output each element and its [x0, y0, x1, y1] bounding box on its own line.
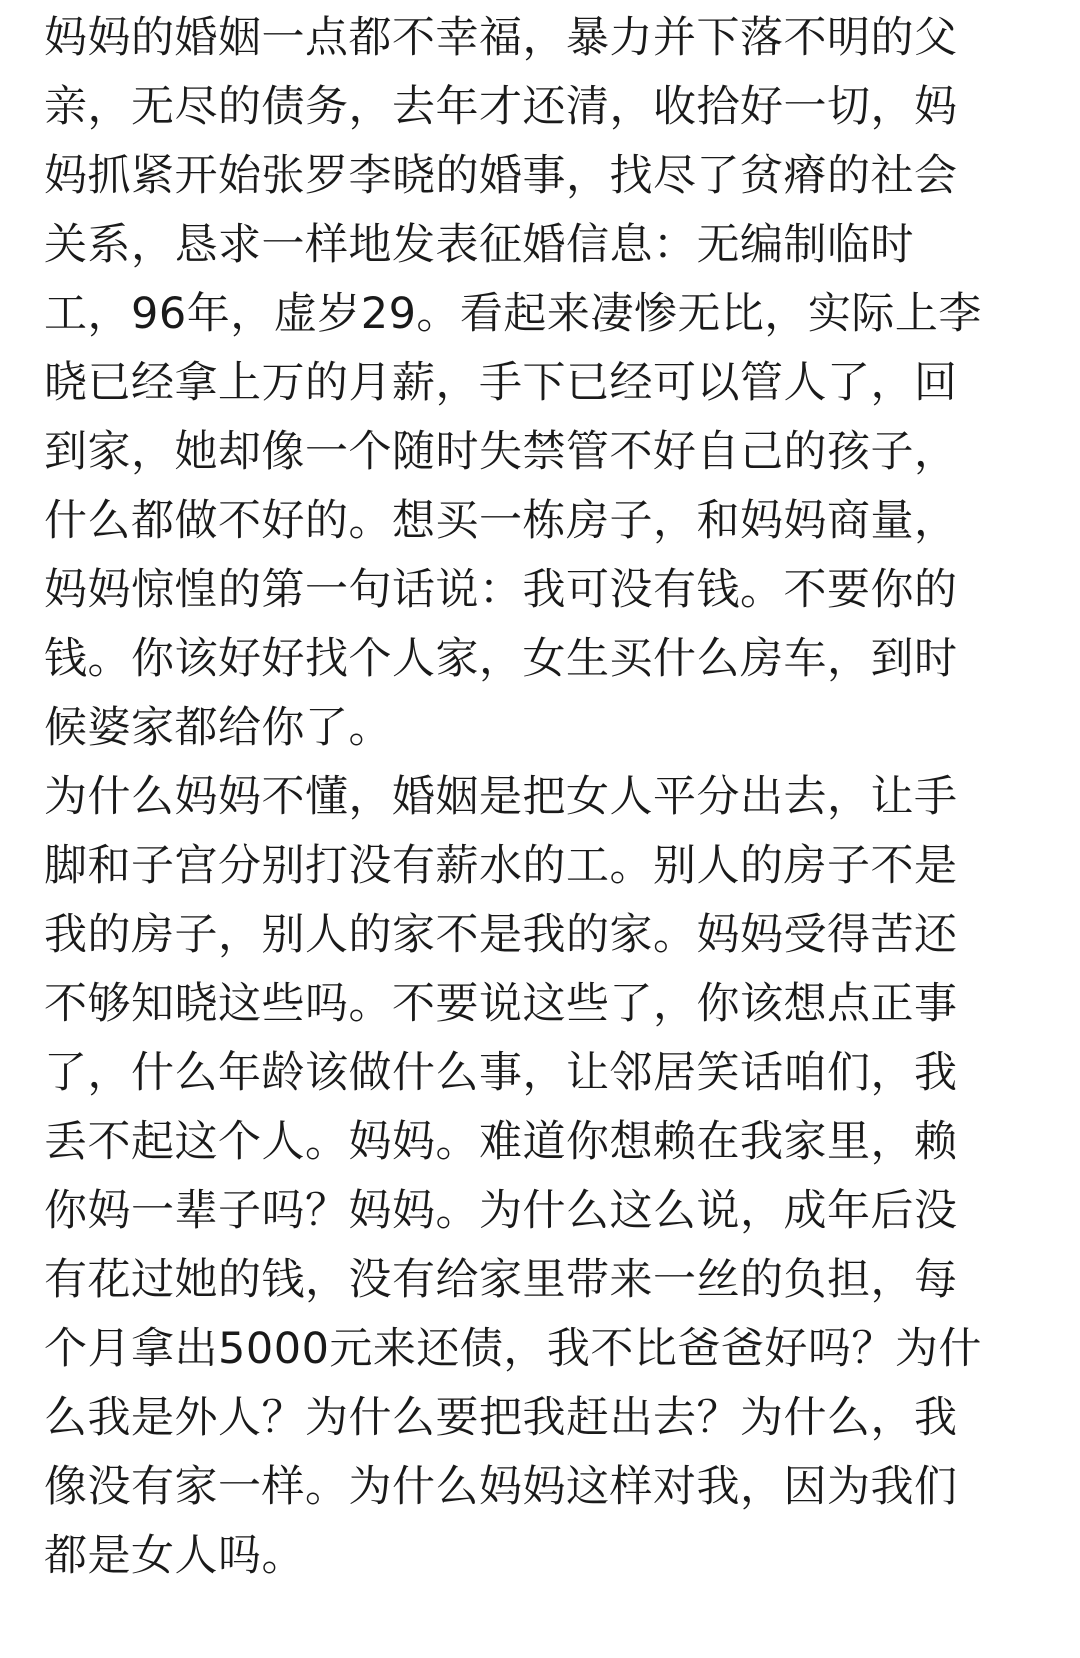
text-line: 我的房子，别人的家不是我的家。妈妈受得苦还: [44, 910, 958, 960]
text-line: 亲，无尽的债务，去年才还清，收拾好一切，妈: [44, 82, 958, 132]
text-line: 了，什么年龄该做什么事，让邻居笑话咱们，我: [44, 1048, 958, 1098]
text-line: 妈抓紧开始张罗李晓的婚事，找尽了贫瘠的社会: [44, 151, 958, 201]
text-line: 关系，恳求一样地发表征婚信息：无编制临时: [44, 220, 914, 270]
text-line: 钱。你该好好找个人家，女生买什么房车，到时: [44, 634, 958, 684]
text-line: 妈妈惊惶的第一句话说：我可没有钱。不要你的: [44, 565, 958, 615]
text-line: 为什么妈妈不懂，婚姻是把女人平分出去，让手: [44, 772, 958, 822]
paragraph-1: [44, 4, 1044, 763]
text-line: 你妈一辈子吗？妈妈。为什么这么说，成年后没: [44, 1186, 958, 1236]
text-line: 候婆家都给你了。: [44, 703, 392, 753]
paragraph-2: [44, 763, 1044, 1591]
text-line: 妈妈的婚姻一点都不幸福，暴力并下落不明的父: [44, 13, 958, 63]
text-line: 脚和子宫分别打没有薪水的工。别人的房子不是: [44, 841, 958, 891]
text-line: 工，96年，虚岁29。看起来凄惨无比，实际上李: [44, 289, 982, 339]
text-line: 有花过她的钱，没有给家里带来一丝的负担，每: [44, 1255, 958, 1305]
text-line: 个月拿出5000元来还债，我不比爸爸好吗？为什: [44, 1324, 982, 1374]
text-line: 丢不起这个人。妈妈。难道你想赖在我家里，赖: [44, 1117, 958, 1167]
text-line: 么我是外人？为什么要把我赶出去？为什么，我: [44, 1393, 958, 1443]
text-line: 不够知晓这些吗。不要说这些了，你该想点正事: [44, 979, 958, 1029]
post-body: [44, 4, 1044, 1591]
text-line: 到家，她却像一个随时失禁管不好自己的孩子，: [44, 427, 958, 477]
text-line: 晓已经拿上万的月薪，手下已经可以管人了，回: [44, 358, 958, 408]
text-line: 什么都做不好的。想买一栋房子，和妈妈商量，: [44, 496, 958, 546]
text-line: 都是女人吗。: [44, 1531, 305, 1581]
text-line: 像没有家一样。为什么妈妈这样对我，因为我们: [44, 1462, 958, 1512]
